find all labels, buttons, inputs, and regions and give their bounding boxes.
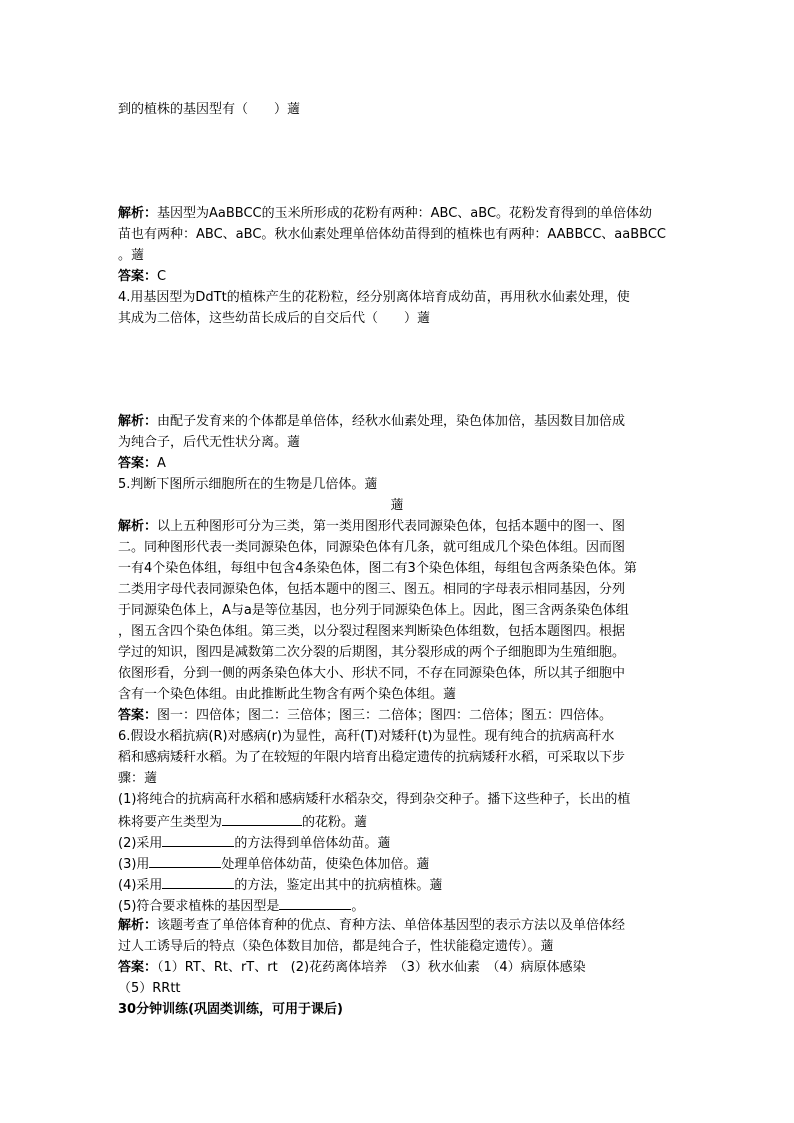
text-line: 依图形看，分到一侧的两条染色体大小、形状不同，不存在同源染色体，所以其子细胞中 [118,666,626,681]
answer-line: 答案：图一：四倍体；图二：三倍体；图三：二倍体；图四：二倍体；图五：四倍体。 [118,708,613,723]
analysis-label: 解析： [118,918,158,933]
text-line: 二。同种图形代表一类同源染色体，同源染色体有几条，就可组成几个染色体组。因而图 [118,540,626,555]
text-line: （5）RRtt [118,981,181,996]
answer-blank[interactable] [279,895,351,910]
text-line: 。藡 [118,248,145,263]
analysis-line: 解析：基因型为AaBBCC的玉米所形成的花粉有两种：ABC、aBC。花粉发育得到的单倍体幼 [118,206,653,221]
text-line: 稻和感病矮秆水稻。为了在较短的年限内培育出稳定遗传的抗病矮秆水稻，可采取以下步 [118,750,626,765]
answer-line: 答案：C [118,269,167,284]
text-line: 含有一个染色体组。由此推断此生物含有两个染色体组。藡 [118,687,457,702]
text-line: 学过的知识，图四是减数第二次分裂的后期图，其分裂形成的两个子细胞即为生殖细胞。 [118,645,626,660]
text-line: (1)将纯合的抗病高秆水稻和感病矮秆水稻杂交，得到杂交种子。播下这些种子，长出的植 [118,792,631,807]
text-line: 到的植株的基因型有（ ）藡 [118,102,301,117]
question-line: 5.判断下图所示细胞所在的生物是几倍体。藡 [118,477,378,492]
analysis-line: 解析：由配子发育来的个体都是单倍体，经秋水仙素处理，染色体加倍，基因数目加倍成 [118,414,626,429]
answer-blank[interactable] [222,811,302,826]
text-line: 于同源染色体上，A与a是等位基因，也分列于同源染色体上。因此，图三含两条染色体组 [118,603,629,618]
text-line: ，图五含四个染色体组。第三类，以分裂过程图来判断染色体组数，包括本题图四。根据 [118,624,626,639]
analysis-line: 解析：该题考查了单倍体育种的优点、育种方法、单倍体基因型的表示方法以及单倍体经 [118,918,626,933]
fill-in-line: (3)用 处理单倍体幼苗，使染色体加倍。藡 [118,853,429,875]
answer-line: 答案：A [118,456,166,471]
analysis-label: 解析： [118,519,158,534]
analysis-label: 解析： [118,206,158,221]
text-line: 其成为二倍体，这些幼苗长成后的自交后代（ ）藡 [118,311,431,326]
answer-blank[interactable] [162,832,234,847]
answer-label: 答案： [118,456,158,471]
text-line: 一有4个染色体组，每组中包含4条染色体，图二有3个染色体组，每组包含两条染色体。第 [118,561,637,576]
question-line: 4.用基因型为DdTt的植株产生的花粉粒，经分别离体培育成幼苗，再用秋水仙素处理，使 [118,290,630,305]
analysis-label: 解析： [118,414,158,429]
text-line: 为纯合子，后代无性状分离。藡 [118,435,301,450]
answer-line: 答案：（1）RT、Rt、rT、rt (2)花药离体培养 （3）秋水仙素 （4）病原体感染 [118,960,586,975]
question-line: 6.假设水稻抗病(R)对感病(r)为显性，高秆(T)对矮秆(t)为显性。现有纯合的抗病高秆水 [118,729,615,744]
answer-label: 答案： [118,708,158,723]
text-line: 苗也有两种：ABC、aBC。秋水仙素处理单倍体幼苗得到的植株也有两种：AABBCC、aaBBCC [118,227,666,242]
fill-in-line: 株将要产生类型为 的花粉。藡 [118,811,367,833]
text-line: 二类用字母代表同源染色体，包括本题中的图三、图五。相同的字母表示相同基因，分列 [118,582,626,597]
fill-in-line: (2)采用 的方法得到单倍体幼苗。藡 [118,832,390,854]
answer-label: 答案： [118,269,158,284]
answer-blank[interactable] [162,874,234,889]
section-heading: 30分钟训练(巩固类训练，可用于课后) [118,1002,343,1017]
figure-placeholder: 藡 [390,498,404,513]
answer-label: 答案： [118,960,158,975]
text-line: 骤：藡 [118,771,158,786]
text-line: 过人工诱导后的特点（染色体数目加倍，都是纯合子，性状能稳定遗传）。藡 [118,939,554,954]
answer-blank[interactable] [149,853,221,868]
analysis-line: 解析：以上五种图形可分为三类，第一类用图形代表同源染色体，包括本题中的图一、图 [118,519,626,534]
fill-in-line: (4)采用 的方法，鉴定出其中的抗病植株。藡 [118,874,442,896]
fill-in-line: (5)符合要求植株的基因型是 。 [118,895,364,917]
